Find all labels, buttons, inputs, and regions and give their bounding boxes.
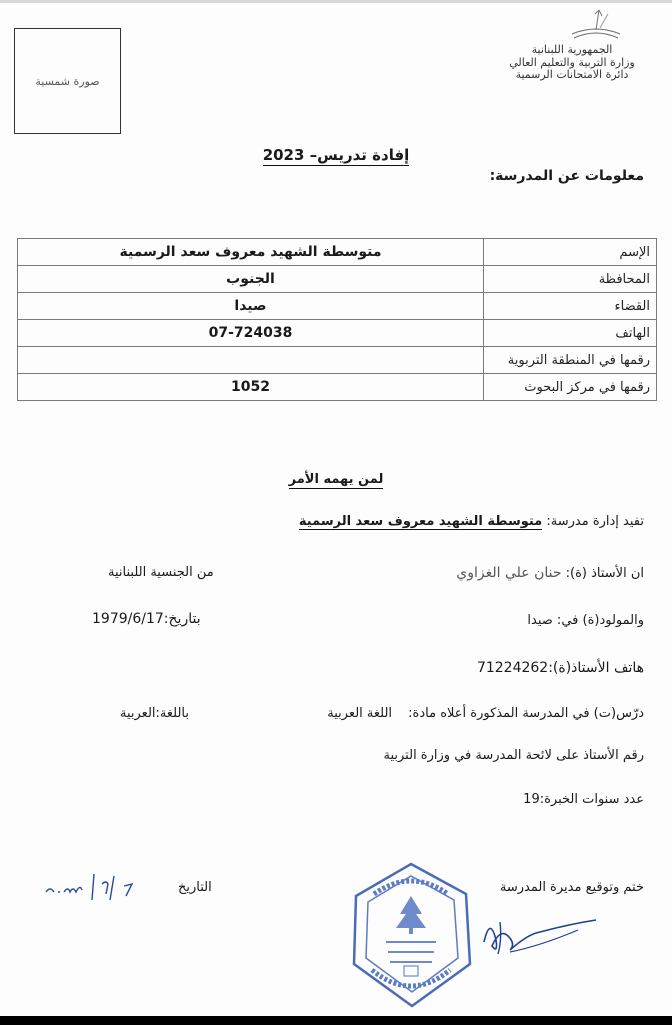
scan-bottom-edge [0,1016,672,1025]
table-row [18,374,657,401]
table-row [18,320,657,347]
admin-statement [299,514,644,529]
photo-placeholder [14,28,121,134]
row-value: 07-724038 [18,320,484,347]
row-value: متوسطة الشهيد معروف سعد الرسمية [18,239,484,266]
row-value: 1052 [18,374,484,401]
taught-subject-line [327,706,644,721]
teacher-phone: هاتف الأستاذ(ة):71224262 [476,660,644,676]
ministry-header [492,44,652,82]
school-info-table [17,238,657,401]
row-key: المحافظة [484,266,657,293]
experience-years: عدد سنوات الخبرة:19 [523,792,644,807]
to-whom-text: لمن يهمه الأمر [288,472,384,487]
official-stamp-icon [346,860,476,1010]
birthplace: والمولود(ة) في: صيدا [527,613,644,628]
taught-prefix: درّس(ت) في المدرسة المذكورة أعلاه مادة: [408,706,644,721]
school-info-heading: معلومات عن المدرسة: [489,168,644,184]
table-row [18,347,657,374]
table-row [18,239,657,266]
ministry-logo-icon [566,6,626,42]
scan-top-edge [0,0,672,3]
teacher-line [456,565,644,581]
document-title-text: إفادة تدريس– 2023 [262,146,410,164]
subject: اللغة العربية [327,706,393,721]
table-row [18,266,657,293]
stamp-signature-label: ختم وتوقيع مديرة المدرسة [499,880,644,895]
row-key: رقمها في مركز البحوث [484,374,657,401]
row-key: القضاء [484,293,657,320]
ministry-line-republic: الجمهورية اللبنانية [531,43,613,56]
teacher-prefix: ان الأستاذ (ة): [565,566,644,581]
to-whom-heading [0,472,672,487]
teaching-language: باللغة:العربية [120,706,189,721]
nationality: من الجنسية اللبنانية [108,565,214,580]
row-key: الهاتف [484,320,657,347]
admin-prefix: تفيد إدارة مدرسة: [546,514,644,529]
teacher-name: حنان علي الغزاوي [456,565,562,581]
row-key: رقمها في المنطقة التربوية [484,347,657,374]
date-label: التاريخ [178,880,212,895]
ministry-line-ministry: وزارة التربية والتعليم العالي [509,55,635,69]
document-title [0,146,672,166]
signature-icon [480,910,600,960]
teacher-number-line: رقم الأستاذ على لائحة المدرسة في وزارة التربية [383,748,644,763]
ministry-line-department: دائرة الامتحانات الرسمية [515,68,629,81]
photo-label: صورة شمسية [35,74,100,88]
row-value [18,347,484,374]
row-value: الجنوب [18,266,484,293]
row-key: الإسم [484,239,657,266]
birth-date: بتاريخ:1979/6/17 [92,611,201,627]
row-value: صيدا [18,293,484,320]
handwritten-date-icon [40,870,150,904]
statement-school-name: متوسطة الشهيد معروف سعد الرسمية [298,514,543,529]
table-row [18,293,657,320]
